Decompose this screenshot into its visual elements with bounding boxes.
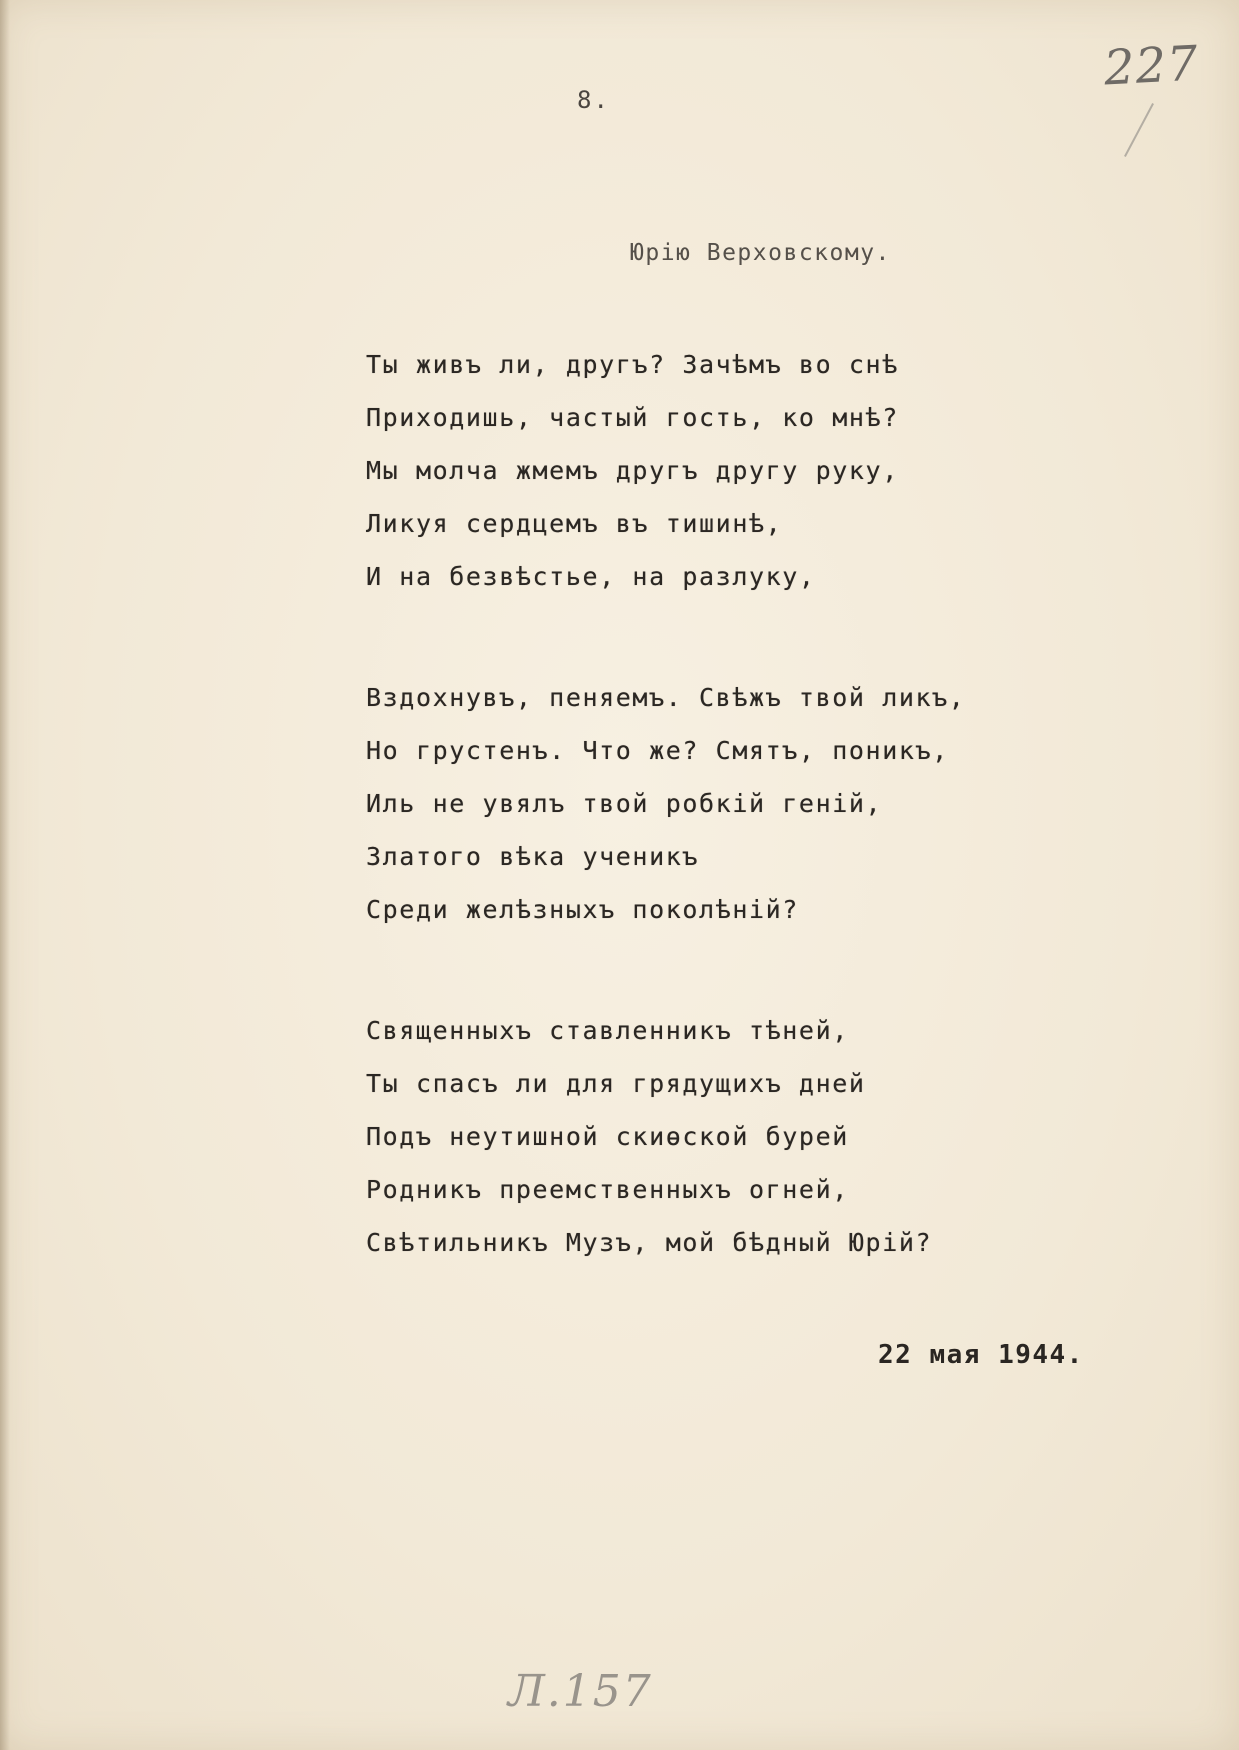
poem-line: Приходишь, частый гость, ко мнѣ? — [366, 403, 899, 432]
stanza-2 — [366, 671, 1046, 936]
poem-line: Подъ неутишной скиѳской бурей — [366, 1122, 849, 1151]
stanza-1 — [366, 338, 1046, 603]
poem-line: Мы молча жмемъ другъ другу руку, — [366, 456, 899, 485]
poem-line: И на безвѣстье, на разлуку, — [366, 562, 816, 591]
poem-line: Вздохнувъ, пеняемъ. Свѣжъ твой ликъ, — [366, 683, 966, 712]
poem-line: Священныхъ ставленникъ тѣней, — [366, 1016, 849, 1045]
poem — [366, 338, 1046, 1337]
stanza-3 — [366, 1004, 1046, 1269]
page-edge-shadow — [0, 0, 10, 1750]
poem-line: Свѣтильникъ Музъ, мой бѣдный Юрій? — [366, 1228, 933, 1257]
poem-line: Ты спасъ ли для грядущихъ дней — [366, 1069, 866, 1098]
poem-line: Златого вѣка ученикъ — [366, 842, 700, 871]
poem-line: Среди желѣзныхъ поколѣній? — [366, 895, 799, 924]
archive-shelfmark: Л.157 — [508, 1666, 653, 1717]
archive-folio-number: 227 — [1102, 35, 1201, 97]
poem-line: Иль не увялъ твой робкій геній, — [366, 789, 883, 818]
page-number: 8. — [577, 86, 610, 114]
poem-line: Но грустенъ. Что же? Смятъ, поникъ, — [366, 736, 949, 765]
archive-pencil-mark — [1124, 103, 1154, 157]
poem-line: Ликуя сердцемъ въ тишинѣ, — [366, 509, 783, 538]
dedication: Юрію Верховскому. — [630, 240, 891, 266]
date-line: 22 мая 1944. — [878, 1340, 1084, 1370]
poem-line: Родникъ преемственныхъ огней, — [366, 1175, 849, 1204]
poem-line: Ты живъ ли, другъ? Зачѣмъ во снѣ — [366, 350, 899, 379]
